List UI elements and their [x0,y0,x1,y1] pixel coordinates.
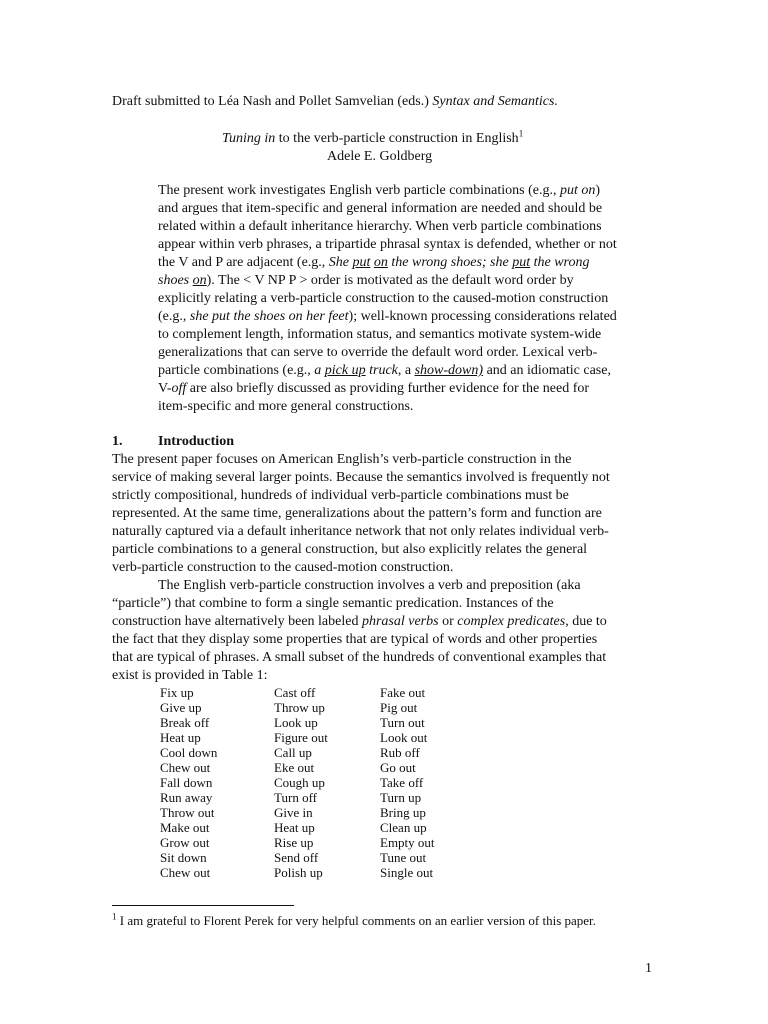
table-cell: Look up [274,715,318,730]
table-cell: Turn up [380,790,422,805]
body-line: verb-particle construction to the caused-motion construction. [112,560,454,575]
page-number: 1 [645,961,652,976]
body-line: The English verb-particle construction involves a verb and preposition (aka [158,578,581,593]
author-name: Adele E. Goldberg [327,149,433,164]
body-line: service of making several larger points. Because the semantics involved is frequently not [112,470,610,485]
book-title: Syntax and Semantics. [432,94,558,109]
body-line: particle combinations to a general construction, but also explicitly relates the general [112,542,588,557]
table-cell: Run away [160,790,213,805]
table-cell: Call up [274,745,312,760]
table-cell: Fix up [160,685,194,700]
table-cell: Bring up [380,805,426,820]
abstract-line: (e.g., she put the shoes on her feet); well-known processing considerations related [158,309,617,324]
section-title: Introduction [158,434,234,449]
abstract-line: item-specific and more general constructions. [158,399,414,414]
abstract-line: explicitly relating a verb-particle construction to the caused-motion construction [158,291,609,306]
table-cell: Eke out [274,760,315,775]
body-line: the fact that they display some properties that are typical of words and other properties [112,632,598,647]
table-cell: Chew out [160,865,211,880]
table-cell: Grow out [160,835,210,850]
abstract-line: and argues that item-specific and general information are needed and should be [158,201,603,216]
table-column-3 [380,685,435,880]
abstract-line: the V and P are adjacent (e.g., She put on the wrong shoes; she put the wrong [158,255,590,270]
body-line: strictly compositional, hundreds of individual verb-particle combinations must be [112,488,569,503]
abstract-line: shoes on). The < V NP P > order is motivated as the default word order by [158,273,574,288]
table-cell: Make out [160,820,210,835]
table-cell: Rub off [380,745,420,760]
table-cell: Chew out [160,760,211,775]
table-cell: Pig out [380,700,418,715]
table-cell: Cough up [274,775,325,790]
table-cell: Break off [160,715,210,730]
abstract-line: generalizations that can serve to override the default word order. Lexical verb- [158,345,598,360]
table-cell: Give in [274,805,313,820]
table-cell: Cast off [274,685,316,700]
abstract-line: The present work investigates English verb particle combinations (e.g., put on) [158,183,601,198]
table-cell: Figure out [274,730,328,745]
table-cell: Send off [274,850,319,865]
table-cell: Cool down [160,745,218,760]
footnote: $^1$ I am grateful to Florent Perek for very helpful comments on an earlier version of this paper. [112,911,596,928]
body-line: exist is provided in Table 1: [112,668,268,683]
table-cell: Single out [380,865,434,880]
table-cell: Empty out [380,835,435,850]
abstract-line: particle combinations (e.g., a pick up truck, a show-down) and an idiomatic case, [158,363,611,378]
table-cell: Fall down [160,775,213,790]
table-cell: Tune out [380,850,427,865]
table-cell: Turn out [380,715,425,730]
body-line: naturally captured via a default inheritance network that not only relates individual verb- [112,524,609,539]
abstract-line: V-off are also briefly discussed as providing further evidence for the need for [158,381,590,396]
table-cell: Fake out [380,685,426,700]
draft-line: Draft submitted to Léa Nash and Pollet Samvelian (eds.) Syntax and Semantics. [112,94,558,109]
table-cell: Heat up [274,820,315,835]
table-cell: Polish up [274,865,323,880]
table-cell: Turn off [274,790,317,805]
body-line: represented. At the same time, generalizations about the pattern’s form and function are [112,506,602,521]
table-column-1 [160,685,217,880]
abstract-line: related within a default inheritance hierarchy. When verb particle combinations [158,219,602,234]
body-line: “particle”) that combine to form a single semantic predication. Instances of the [112,596,554,611]
table-cell: Heat up [160,730,201,745]
body-line: that are typical of phrases. A small subset of the hundreds of conventional examples that [112,650,607,665]
table-cell: Take off [380,775,424,790]
footnote-mark: 1 [112,911,117,922]
body-line: The present paper focuses on American English’s verb-particle construction in the [112,452,572,467]
table-cell: Give up [160,700,202,715]
table-cell: Throw up [274,700,325,715]
table-column-2 [274,685,328,880]
footnote-rule [112,905,294,906]
table-cell: Look out [380,730,428,745]
paper-title: Tuning in to the verb-particle construction in English$^1$ [222,128,524,146]
table-cell: Sit down [160,850,207,865]
table-cell: Go out [380,760,416,775]
body-line: construction have alternatively been labeled phrasal verbs or complex predicates, due to [112,614,607,629]
abstract-line: to complement length, information status, and semantics motivate system-wide [158,327,602,342]
title-footnote-mark: 1 [518,128,524,139]
section-number: 1. [112,434,123,449]
table-cell: Clean up [380,820,427,835]
table-cell: Throw out [160,805,215,820]
table-cell: Rise up [274,835,314,850]
abstract-line: appear within verb phrases, a tripartide phrasal syntax is defended, whether or not [158,237,617,252]
